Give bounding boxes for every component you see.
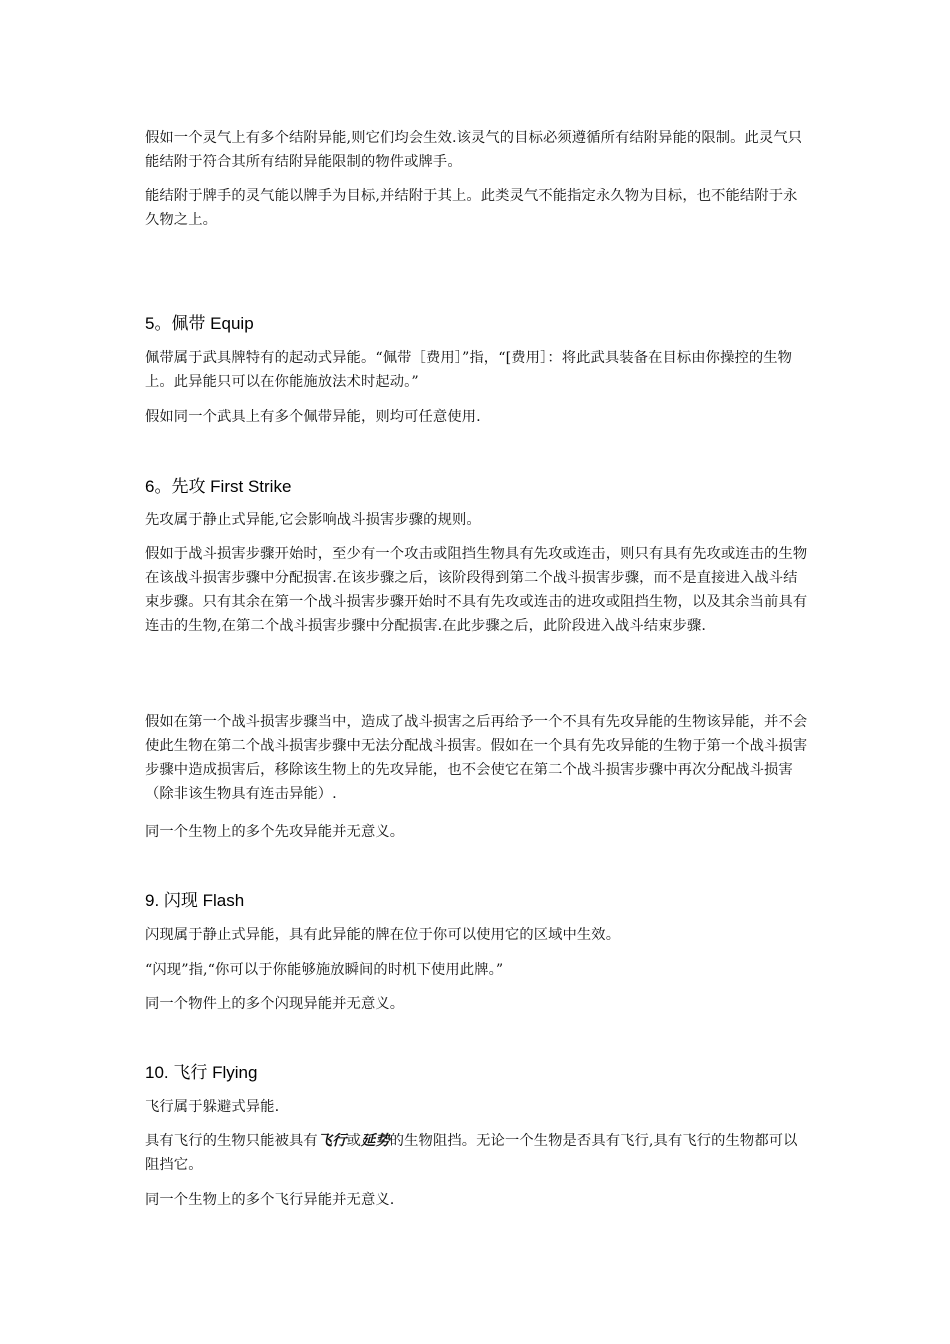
first-strike-body-2 [145, 542, 810, 638]
equip-body [145, 346, 810, 394]
intro-section-2 [145, 184, 810, 232]
flying-body-3 [145, 1188, 810, 1212]
flying-body-1 [145, 1095, 810, 1119]
flash-body-3 [145, 992, 810, 1016]
flying-paragraph-2 [145, 1129, 810, 1177]
first-strike-paragraph-3: 假如在第一个战斗损害步骤当中，造成了战斗损害之后再给予一个不具有先攻异能的生物该异能，并不会使此生物在第二个战斗损害步骤中无法分配战斗损害。假如在一个具有先攻异能的生物于第一个战斗损害步骤中造成损害后，移除该生物上的先攻异能，也不会使它在第二个战斗损害步骤中再次分配战斗损害（除非该生物具有连击异能）. [145, 714, 808, 802]
flash-paragraph-1: 闪现属于静止式异能，具有此异能的牌在位于你可以使用它的区域中生效。 [145, 927, 621, 943]
equip-heading: 5。佩带 Equip [145, 314, 254, 333]
flying-section [145, 1061, 810, 1085]
flash-body-1 [145, 923, 810, 947]
first-strike-paragraph-2: 假如于战斗损害步骤开始时，至少有一个攻击或阻挡生物具有先攻或连击，则只有具有先攻或连击的生物在该战斗损害步骤中分配损害.在该步骤之后，该阶段得到第二个战斗损害步骤，而不是直接进入战斗结束步骤。只有其余在第一个战斗损害步骤开始时不具有先攻或连击的进攻或阻挡生物，以及其余当前具有连击的生物,在第二个战斗损害步骤中分配损害.在此步骤之后，此阶段进入战斗结束步骤. [145, 546, 808, 634]
flash-paragraph-3: 同一个物件上的多个闪现异能并无意义。 [145, 996, 405, 1012]
flying-text-or: 或 [346, 1133, 361, 1149]
first-strike-body-4 [145, 820, 810, 844]
flying-heading: 10. 飞行 Flying [145, 1063, 258, 1082]
flash-heading: 9. 闪现 Flash [145, 891, 245, 910]
intro-paragraph-2: 能结附于牌手的灵气能以牌手为目标,并结附于其上。此类灵气不能指定永久物为目标，也不能结附于永久物之上。 [145, 188, 798, 228]
flying-text-before: 具有飞行的生物只能被具有 [145, 1133, 318, 1149]
equip-paragraph-2: 假如同一个武具上有多个佩带异能，则均可任意使用. [145, 409, 481, 425]
first-strike-paragraph-4: 同一个生物上的多个先攻异能并无意义。 [145, 824, 405, 840]
flash-section [145, 889, 810, 913]
intro-section [145, 126, 810, 174]
first-strike-section [145, 475, 810, 499]
equip-body-2 [145, 405, 810, 429]
first-strike-body-1 [145, 508, 810, 532]
flying-text-after: 的生物阻挡。无论一个生物是否具有飞行,具有飞行的生物都可以阻挡它。 [145, 1133, 798, 1173]
equip-section [145, 312, 810, 336]
flying-body-2 [145, 1129, 810, 1177]
first-strike-body-3 [145, 710, 810, 806]
flash-paragraph-2: “闪现”指,“你可以于你能够施放瞬间的时机下使用此牌。” [145, 962, 504, 978]
first-strike-paragraph-1: 先攻属于静止式异能,它会影响战斗损害步骤的规则。 [145, 512, 481, 528]
flying-keyword-flying: 飞行 [317, 1133, 347, 1149]
flying-keyword-reach: 延势 [360, 1133, 390, 1149]
flying-paragraph-3: 同一个生物上的多个飞行异能并无意义. [145, 1192, 395, 1208]
equip-paragraph-1: 佩带属于武具牌特有的起动式异能。“佩带［费用］”指，“[费用］：将此武具装备在目标由你操控的生物上。此异能只可以在你能施放法术时起动。” [145, 350, 793, 390]
intro-paragraph-1: 假如一个灵气上有多个结附异能,则它们均会生效.该灵气的目标必须遵循所有结附异能的限制。此灵气只能结附于符合其所有结附异能限制的物件或牌手。 [145, 130, 803, 170]
flying-paragraph-1: 飞行属于躲避式异能. [145, 1099, 280, 1115]
flash-body-2 [145, 958, 810, 982]
first-strike-heading: 6。先攻 First Strike [145, 477, 292, 496]
